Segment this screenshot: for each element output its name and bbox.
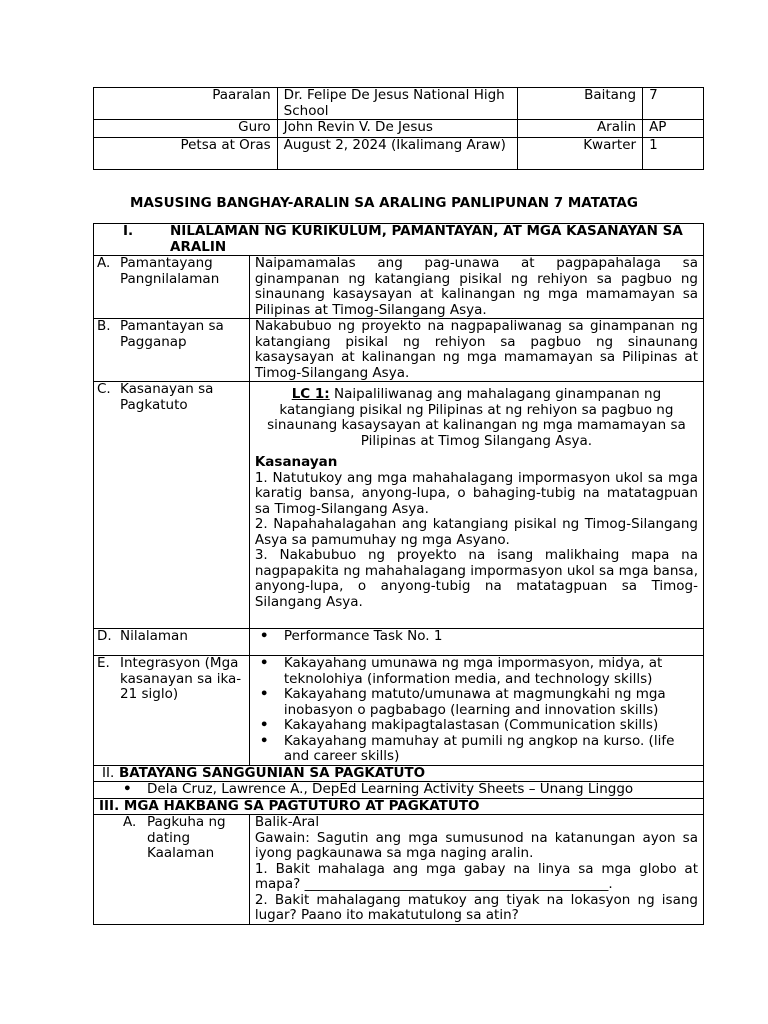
content-cell — [249, 629, 703, 656]
bullet-icon: • — [259, 628, 269, 644]
gawain-text: Gawain: Sagutin ang mga sumusunod na katanungan ayon sa iyong pagkaunawa sa mga naging aralin. — [254, 829, 698, 861]
section-3-heading: III. MGA HAKBANG SA PAGTUTURO AT PAGKATUTO — [94, 798, 704, 815]
list-item — [99, 782, 698, 798]
row-a-label: Pamantayang Pangnilalaman — [120, 255, 220, 287]
section-2-heading — [94, 765, 704, 782]
row-d-label: Nilalaman — [120, 628, 188, 644]
document-title: MASUSING BANGHAY-ARALIN SA ARALING PANLIPUNAN 7 MATATAG — [130, 195, 638, 211]
lc-label: LC 1: — [291, 386, 330, 402]
row-3a-letter: A. — [123, 814, 137, 830]
row-b-label: Pamantayan sa Pagganap — [120, 318, 224, 350]
content-item-text: Performance Task No. 1 — [283, 628, 443, 644]
row-b-letter: B. — [97, 318, 111, 334]
grade-value: 7 — [643, 88, 704, 120]
list-item — [255, 687, 698, 718]
bullet-icon: • — [259, 732, 269, 749]
question-1: 1. Bakit mahalaga ang mga gabay na linya sa mga globo at mapa? _____________________________________________. — [254, 860, 698, 892]
reference-list — [99, 782, 698, 798]
integration-list — [255, 656, 698, 765]
row-a-letter: A. — [97, 255, 111, 271]
row-d-letter: D. — [97, 628, 112, 644]
reference-cell — [94, 782, 704, 799]
section-1-heading — [94, 224, 704, 256]
lc-text: Naipaliliwanag ang mahalagang ginampanan ng katangiang pisikal ng Pilipinas at ng rehiyon sa pagbuo ng sinaunang kasaysayan at kalinangan ng mga mamamayan sa Pilipinas at Timog Silangang Asya. — [267, 386, 686, 449]
row-c-label-cell — [94, 382, 250, 629]
performance-standard-text: Nakabubuo ng proyekto na nagpapaliwanag sa ginampanan ng katangiang pisikal ng rehiyon sa pagbuo ng sinaunang kasaysayan at kalinangan ng mga mamamayan sa Pilipinas at Timog-Silangang Asya. — [249, 319, 703, 382]
row-a-label-cell — [94, 256, 250, 319]
section-2-number: II. — [102, 764, 115, 781]
quarter-value: 1 — [643, 138, 704, 170]
content-list — [255, 629, 698, 645]
date-label: Petsa at Oras — [94, 138, 278, 170]
reference-text: Dela Cruz, Lawrence A., DepEd Learning Activity Sheets – Unang Linggo — [147, 781, 634, 797]
row-3a-label-cell — [94, 815, 250, 925]
question-2: 2. Bakit mahalagang matukoy ang tiyak na lokasyon ng isang lugar? Paano ito makatutulong sa atin? — [254, 891, 698, 923]
section-1-title: NILALAMAN NG KURIKULUM, PAMANTAYAN, AT MGA KASANAYAN SA ARALIN — [170, 223, 683, 255]
section-1-number: I. — [123, 223, 134, 239]
bullet-icon: • — [259, 686, 269, 702]
list-item — [255, 718, 698, 734]
teacher-value: John Revin V. De Jesus — [277, 120, 518, 138]
teacher-label: Guro — [94, 120, 278, 138]
balik-aral-heading: Balik-Aral — [254, 814, 320, 830]
grade-label: Baitang — [518, 88, 643, 120]
integration-item-text: Kakayahang matuto/umunawa at magmungkahi ng mga inobasyon o pagbabago (learning and innovation skills) — [283, 686, 666, 718]
row-b-label-cell — [94, 319, 250, 382]
learning-competency-cell — [249, 382, 703, 629]
bullet-icon: • — [123, 781, 132, 797]
list-item — [255, 734, 698, 765]
row-c-label: Kasanayan sa Pagkatuto — [120, 381, 214, 413]
kasanayan-item: 2. Napahahalagahan ang katangiang pisikal ng Timog-Silangang Asya sa pamumuhay ng mga Asyano. — [254, 516, 698, 548]
subject-label: Aralin — [518, 120, 643, 138]
quarter-label: Kwarter — [518, 138, 643, 170]
kasanayan-item: 1. Natutukoy ang mga mahahalagang impormasyon ukol sa mga karatig bansa, anyong-lupa, o bahaging-tubig na matatagpuan sa Timog-Silangang Asya. — [254, 469, 698, 517]
integration-item-text: Kakayahang makipagtalastasan (Communication skills) — [283, 717, 659, 733]
school-value: Dr. Felipe De Jesus National High School — [277, 88, 518, 120]
kasanayan-item: 3. Nakabubuo ng proyekto na isang malikhaing mapa na nagpapakita ng mahahalagang impormasyon ukol sa mga bansa, anyong-lupa, o anyong-tubig na matatagpuan sa Timog-Silangang Asya. — [254, 547, 698, 610]
list-item — [255, 656, 698, 687]
kasanayan-heading: Kasanayan — [254, 454, 338, 470]
integration-item-text: Kakayahang umunawa ng mga impormasyon, midya, at teknolohiya (information media, and technology skills) — [283, 655, 663, 687]
school-label: Paaralan — [94, 88, 278, 120]
row-d-label-cell — [94, 629, 250, 656]
integration-cell — [249, 656, 703, 766]
content-standard-text: Naipamamalas ang pag-unawa at pagpapahalaga sa ginampanan ng katangiang pisikal ng rehiyon sa pagbuo ng sinaunang kasaysayan at kalinangan ng mga mamamayan sa Pilipinas at Timog-Silangang Asya. — [249, 256, 703, 319]
lesson-plan-table — [93, 223, 704, 925]
section-2-title: BATAYANG SANGGUNIAN SA PAGKATUTO — [118, 764, 426, 781]
row-c-letter: C. — [97, 381, 111, 397]
row-e-label: Integrasyon (Mga kasanayan sa ika-21 siglo) — [120, 655, 242, 702]
integration-item-text: Kakayahang mamuhay at pumili ng angkop na kurso. (life and career skills) — [283, 732, 675, 764]
row-3a-label: Pagkuha ng dating Kaalaman — [147, 814, 226, 861]
row-e-label-cell — [94, 656, 250, 766]
bullet-icon: • — [259, 717, 269, 733]
subject-value: AP — [643, 120, 704, 138]
list-item — [255, 629, 698, 645]
date-value: August 2, 2024 (Ikalimang Araw) — [277, 138, 518, 170]
bullet-icon: • — [259, 655, 269, 671]
header-info-table — [93, 87, 704, 170]
prior-knowledge-cell — [249, 815, 703, 925]
learning-competency — [255, 382, 698, 449]
row-e-letter: E. — [97, 655, 110, 671]
